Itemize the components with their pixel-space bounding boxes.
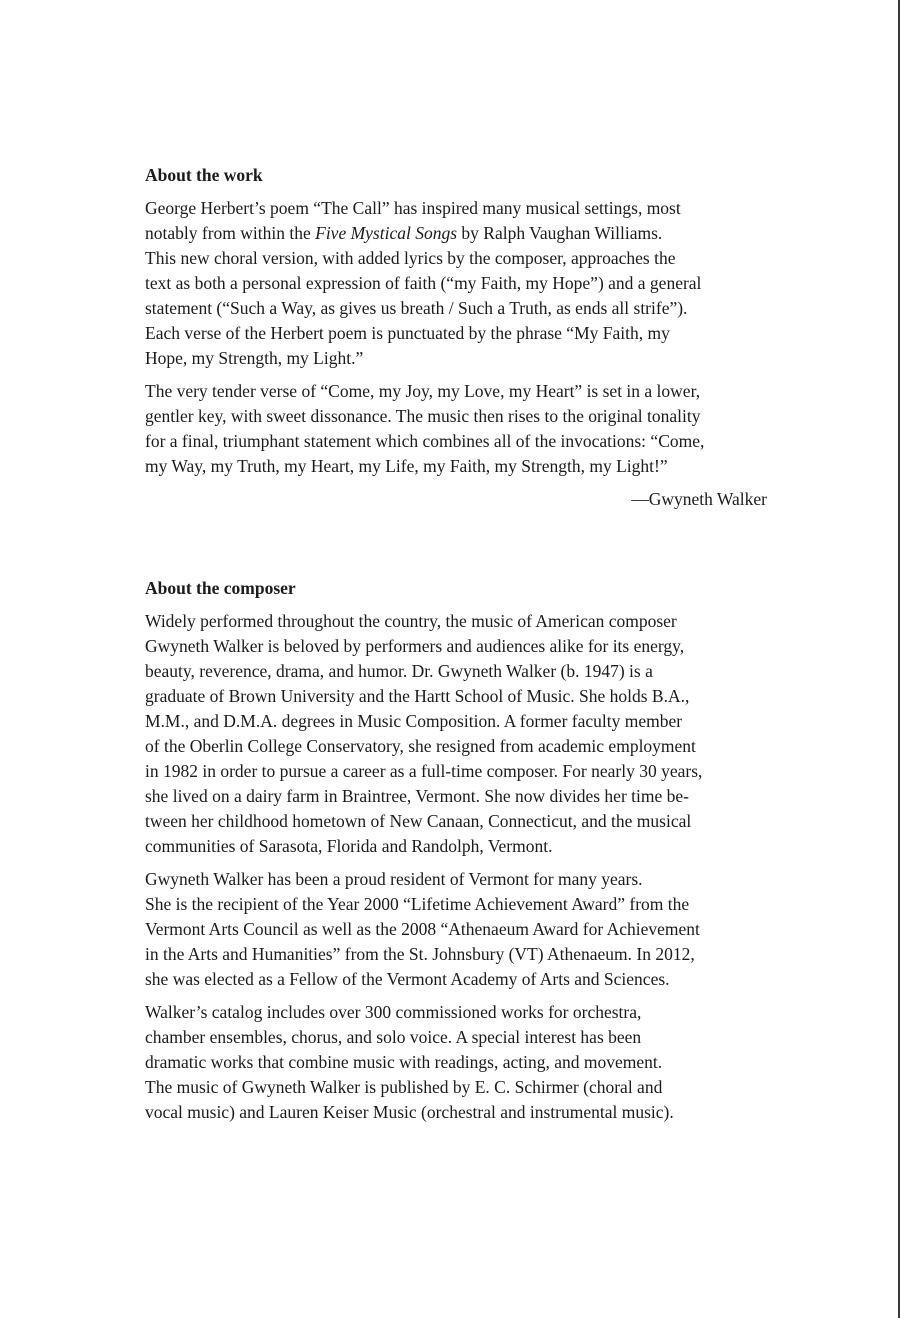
text-line: Hope, my Strength, my Light.”: [145, 348, 364, 368]
about-the-work-section: [145, 163, 767, 512]
text-line: statement (“Such a Way, as gives us breath / Such a Truth, as ends all strife”).: [145, 298, 688, 318]
text-line: communities of Sarasota, Florida and Randolph, Vermont.: [145, 836, 553, 856]
text-line: Widely performed throughout the country, the music of American composer: [145, 611, 677, 631]
page-content: [145, 163, 767, 1133]
text-line: she lived on a dairy farm in Braintree, Vermont. She now divides her time be-: [145, 786, 689, 806]
text-line: tween her childhood hometown of New Canaan, Connecticut, and the musical: [145, 811, 692, 831]
text-line: chamber ensembles, chorus, and solo voice. A special interest has been: [145, 1027, 642, 1047]
text-line: [145, 221, 767, 246]
about-the-composer-paragraph-3: [145, 1000, 767, 1125]
text-line: This new choral version, with added lyrics by the composer, approaches the: [145, 248, 676, 268]
text-line: in the Arts and Humanities” from the St. Johnsbury (VT) Athenaeum. In 2012,: [145, 944, 695, 964]
text-line: of the Oberlin College Conservatory, she resigned from academic employment: [145, 736, 696, 756]
text-line: The very tender verse of “Come, my Joy, my Love, my Heart” is set in a lower,: [145, 381, 701, 401]
text-line: Each verse of the Herbert poem is punctuated by the phrase “My Faith, my: [145, 323, 670, 343]
text-line: my Way, my Truth, my Heart, my Life, my Faith, my Strength, my Light!”: [145, 456, 668, 476]
section-spacer: [145, 512, 767, 576]
text-line: for a final, triumphant statement which combines all of the invocations: “Come,: [145, 431, 705, 451]
text-line: George Herbert’s poem “The Call” has inspired many musical settings, most: [145, 198, 681, 218]
text-line: she was elected as a Fellow of the Vermont Academy of Arts and Sciences.: [145, 969, 670, 989]
text-line: vocal music) and Lauren Keiser Music (orchestral and instrumental music).: [145, 1102, 674, 1122]
text-line: gentler key, with sweet dissonance. The music then rises to the original tonality: [145, 406, 701, 426]
about-the-composer-heading: About the composer: [145, 578, 296, 598]
text-run: by Ralph Vaughan Williams.: [457, 223, 663, 243]
author-signature: —Gwyneth Walker: [631, 489, 767, 509]
text-line: Gwyneth Walker is beloved by performers and audiences alike for its energy,: [145, 636, 685, 656]
text-line: She is the recipient of the Year 2000 “Lifetime Achievement Award” from the: [145, 894, 690, 914]
about-the-composer-paragraph-2: [145, 867, 767, 992]
text-line: M.M., and D.M.A. degrees in Music Composition. A former faculty member: [145, 711, 683, 731]
about-the-composer-section: [145, 576, 767, 1125]
text-line: The music of Gwyneth Walker is published by E. C. Schirmer (choral and: [145, 1077, 663, 1097]
text-run: notably from within the: [145, 223, 316, 243]
text-line: Vermont Arts Council as well as the 2008 “Athenaeum Award for Achievement: [145, 919, 700, 939]
work-title: Five Mystical Songs: [315, 223, 458, 243]
about-the-work-paragraph-1: [145, 196, 767, 371]
text-line: beauty, reverence, drama, and humor. Dr. Gwyneth Walker (b. 1947) is a: [145, 661, 653, 681]
text-line: dramatic works that combine music with readings, acting, and movement.: [145, 1052, 663, 1072]
text-line: graduate of Brown University and the Hartt School of Music. She holds B.A.,: [145, 686, 690, 706]
text-line: in 1982 in order to pursue a career as a full-time composer. For nearly 30 years,: [145, 761, 703, 781]
text-line: Walker’s catalog includes over 300 commissioned works for orchestra,: [145, 1002, 642, 1022]
about-the-work-paragraph-2: [145, 379, 767, 479]
text-line: Gwyneth Walker has been a proud resident of Vermont for many years.: [145, 869, 643, 889]
about-the-work-heading: About the work: [145, 165, 263, 185]
about-the-composer-paragraph-1: [145, 609, 767, 859]
text-line: text as both a personal expression of faith (“my Faith, my Hope”) and a general: [145, 273, 702, 293]
